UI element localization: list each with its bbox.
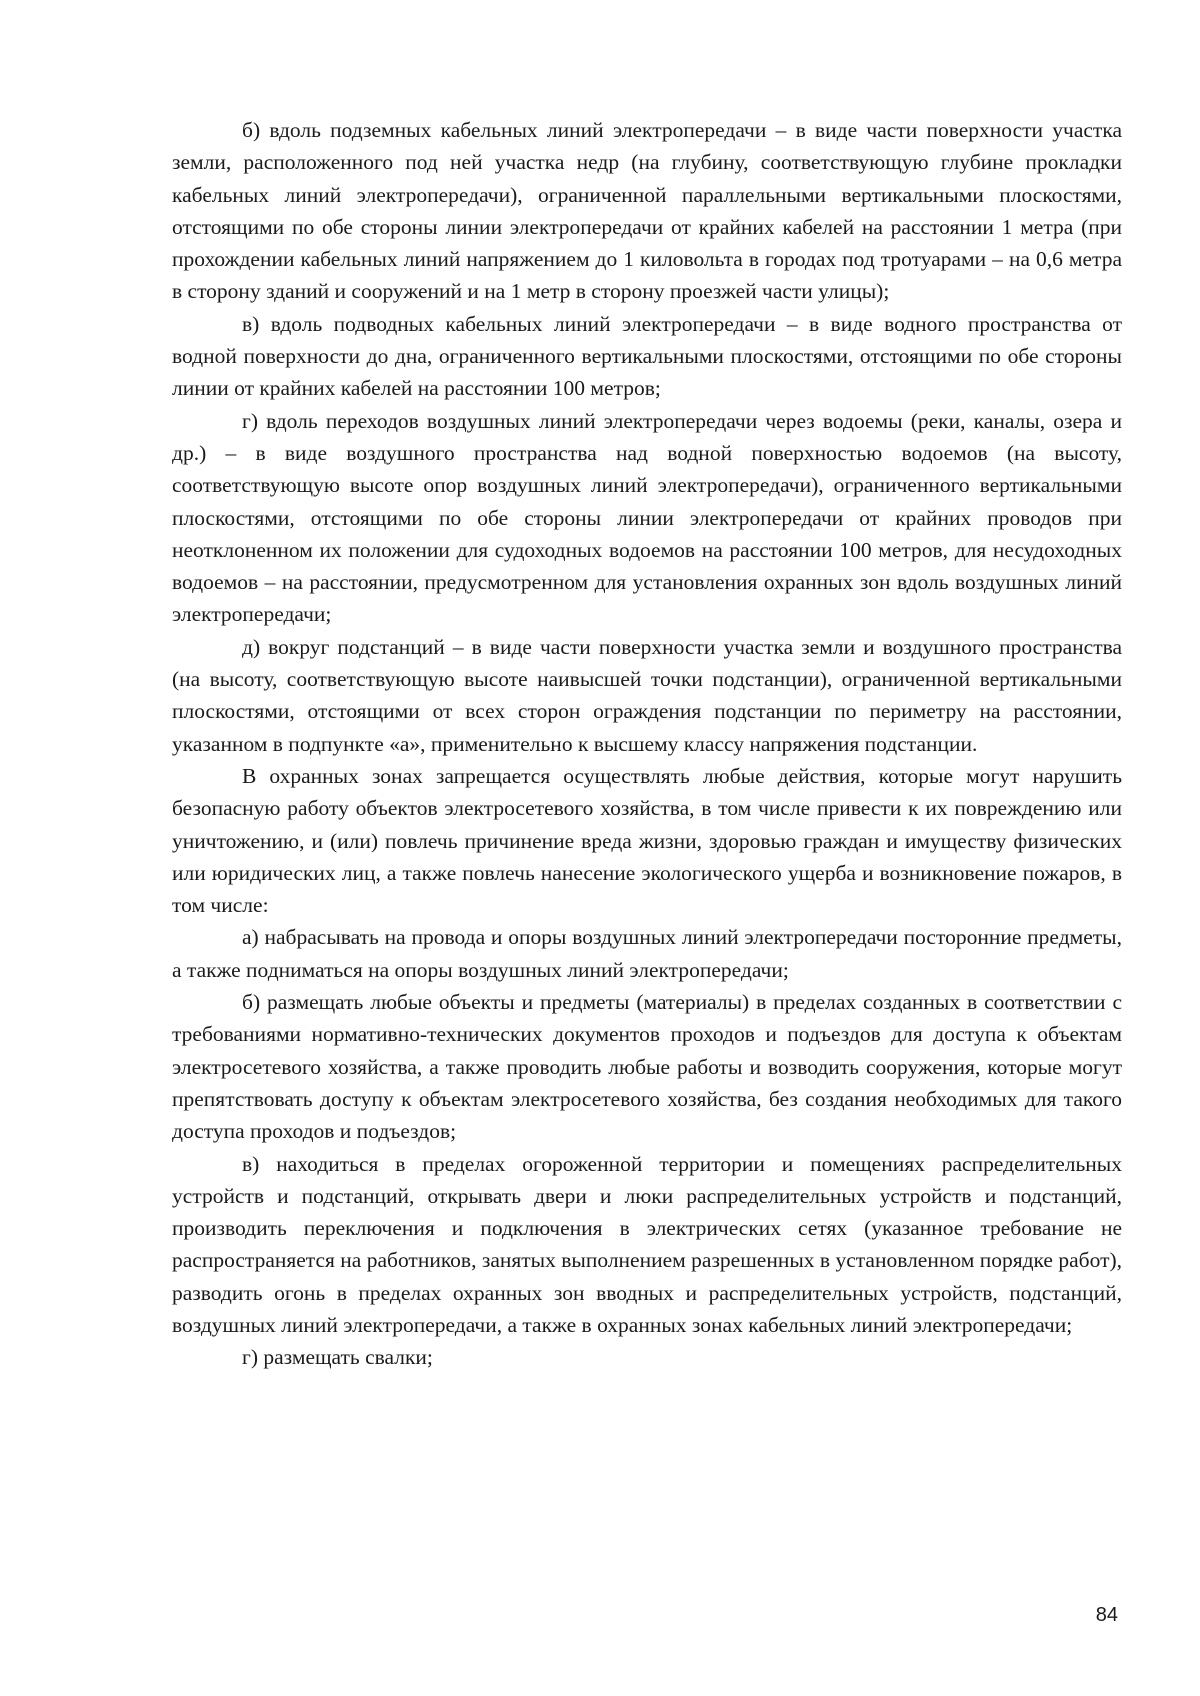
paragraph-prohibition-v: в) находиться в пределах огороженной территории и помещениях распределительных устройств и подстанций, открывать двери и люки распределительных устройств и подстанций, производить переключения и подключения в электрических сетях (указанное требование не распространяется на работников, занятых выполнением разрешенных в установленном порядке работ), разводить огонь в пределах охранных зон вводных и распределительных устройств, подстанций, воздушных линий электропередачи, а также в охранных зонах кабельных линий электропередачи; [172,1151,1122,1337]
paragraph-prohibition-g: г) размещать свалки; [242,1345,433,1370]
paragraph-overhead-line-crossings: г) вдоль переходов воздушных линий электропередачи через водоемы (реки, каналы, озера и др.) – в виде воздушного пространства над водной поверхностью водоемов (на высоту, соответствующую высоте опор воздушных линий электропередачи), ограниченного вертикальными плоскостями, отстоящими по обе стороны линии электропередачи от крайних проводов при неотклоненном их положении для судоходных водоемов на расстоянии 100 метров, для несудоходных водоемов – на расстоянии, предусмотренном для установления охранных зон вдоль воздушных линий электропередачи; [172,408,1122,627]
paragraph-prohibitions-intro: В охранных зонах запрещается осуществлять любые действия, которые могут нарушить безопасную работу объектов электросетевого хозяйства, в том числе привести к их повреждению или уничтожению, и (или) повлечь причинение вреда жизни, здоровью граждан и имуществу физических или юридических лиц, а также повлечь нанесение экологического ущерба и возникновение пожаров, в том числе: [172,763,1122,918]
body-text [172,114,1122,1374]
paragraph-underwater-cable-lines: в) вдоль подводных кабельных линий электропередачи – в виде водного пространства от водной поверхности до дна, ограниченного вертикальными плоскостями, отстоящими по обе стороны линии от крайних кабелей на расстоянии 100 метров; [172,311,1122,401]
paragraph-substations: д) вокруг подстанций – в виде части поверхности участка земли и воздушного пространства (на высоту, соответствующую высоте наивысшей точки подстанции), ограниченной вертикальными плоскостями, отстоящими от всех сторон ограждения подстанции по периметру на расстоянии, указанном в подпункте «а», применительно к высшему классу напряжения подстанции. [172,634,1122,756]
paragraph-underground-cable-lines: б) вдоль подземных кабельных линий электропередачи – в виде части поверхности участка земли, расположенного под ней участка недр (на глубину, соответствующую глубине прокладки кабельных линий электропередачи), ограниченной параллельными вертикальными плоскостями, отстоящими по обе стороны линии электропередачи от крайних кабелей на расстоянии 1 метра (при прохождении кабельных линий напряжением до 1 киловольта в городах под тротуарами – на 0,6 метра в сторону зданий и сооружений и на 1 метр в сторону проезжей части улицы); [172,118,1122,304]
paragraph-prohibition-b: б) размещать любые объекты и предметы (материалы) в пределах созданных в соответствии с требованиями нормативно-технических документов проходов и подъездов для доступа к объектам электросетевого хозяйства, а также проводить любые работы и возводить сооружения, которые могут препятствовать доступу к объектам электросетевого хозяйства, без создания необходимых для такого доступа проходов и подъездов; [172,990,1122,1144]
paragraph-prohibition-a: а) набрасывать на провода и опоры воздушных линий электропередачи посторонние предметы, а также подниматься на опоры воздушных линий электропередачи; [172,925,1122,982]
page-number: 84 [1095,1604,1118,1626]
